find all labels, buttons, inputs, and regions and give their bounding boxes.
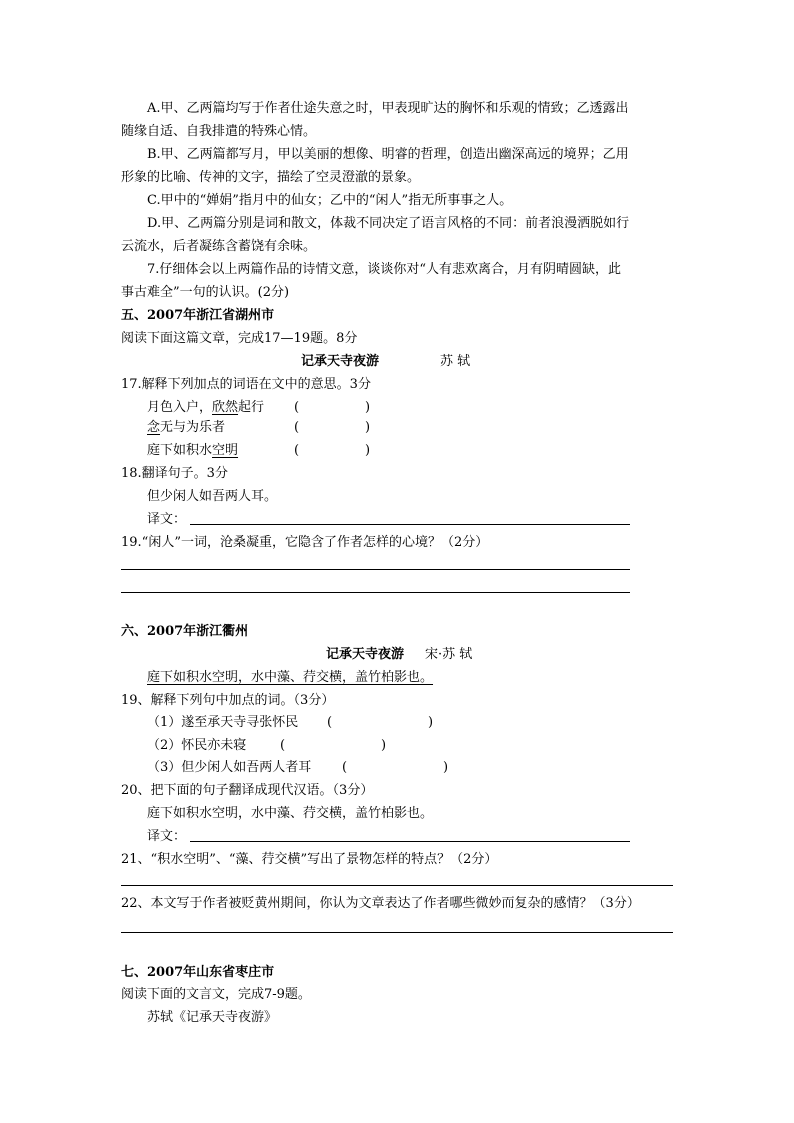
option-b-line2: 形象的比喻、传神的文字，描绘了空灵澄澈的景象。 [121, 170, 421, 185]
question-7-line1: 7.仔细体会以上两篇作品的诗情文意，谈谈你对“人有悲欢离合，月有阴晴圆缺，此 [147, 262, 622, 277]
section-7-heading: 七、2007年山东省枣庄市 [121, 965, 275, 980]
section-5-intro: 阅读下面这篇文章，完成17—19题。8分 [121, 331, 358, 346]
q17-item-2-paren-open: ( [294, 420, 300, 435]
q19b-item-3-paren-open: ( [342, 760, 348, 775]
q18-answer-line [190, 524, 630, 525]
q22-answer-line [121, 932, 673, 933]
q19-answer-line-2 [121, 592, 630, 593]
option-b-line1: B.甲、乙两篇都写月，甲以美丽的想像、明睿的哲理，创造出幽深高远的境界；乙用 [147, 147, 629, 162]
option-a-line2: 随缘自适、自我排遣的特殊心情。 [121, 124, 317, 139]
q19b-item-2-paren-open: ( [280, 738, 286, 753]
q19b-item-3-paren-close: ) [443, 760, 449, 775]
question-22: 22、本文写于作者被贬黄州期间，你认为文章表达了作者哪些微妙而复杂的感情？（3分） [121, 896, 640, 911]
question-18: 18.翻译句子。3分 [121, 466, 228, 481]
question-20-sentence: 庭下如积水空明，水中藻、荇交横，盖竹柏影也。 [147, 806, 434, 821]
question-20: 20、把下面的句子翻译成现代汉语。（3分） [121, 783, 374, 798]
q19b-item-2-paren-close: ) [381, 738, 387, 753]
section-7-title: 苏轼《记承天寺夜游》 [147, 1010, 278, 1025]
option-a-line1: A.甲、乙两篇均写于作者仕途失意之时，甲表现旷达的胸怀和乐观的情致；乙透露出 [147, 101, 629, 116]
section-5-title: 记承天寺夜游 [301, 354, 380, 369]
question-17: 17.解释下列加点的词语在文中的意思。3分 [121, 377, 371, 392]
q20-answer-line [190, 841, 630, 842]
question-18-sentence: 但少闲人如吾两人耳。 [147, 489, 278, 504]
q17-item-1: 月色入户，欣然起行 [147, 400, 265, 415]
section-6-heading: 六、2007年浙江衢州 [121, 624, 249, 639]
section-6-title: 记承天寺夜游 [326, 647, 405, 662]
q19b-item-1: （1）遂至承天寺寻张怀民 [147, 715, 299, 730]
option-c-line1: C.甲中的“婵娟”指月中的仙女；乙中的“闲人”指无所事事之人。 [147, 193, 513, 208]
q19b-item-2: （2）怀民亦未寝 [147, 738, 247, 753]
q17-item-3-paren-open: ( [294, 443, 300, 458]
section-6-author: 宋·苏 轼 [425, 647, 473, 662]
q17-item-3: 庭下如积水空明 [147, 443, 239, 458]
section-5-heading: 五、2007年浙江省湖州市 [121, 308, 275, 323]
q17-item-1-paren-open: ( [294, 400, 300, 415]
section-5-author: 苏 轼 [440, 354, 471, 369]
q18-translate-label: 译文： [147, 512, 187, 527]
q19-answer-line-1 [121, 569, 630, 570]
question-7-line2: 事古难全”一句的认识。(2分) [121, 285, 290, 300]
q19b-item-1-paren-close: ) [428, 715, 434, 730]
q17-item-1-paren-close: ) [365, 400, 371, 415]
q21-answer-line [121, 885, 673, 886]
q17-item-3-paren-close: ) [365, 443, 371, 458]
q20-translate-label: 译文： [147, 829, 187, 844]
q19b-item-1-paren-open: ( [327, 715, 333, 730]
option-d-line2: 云流水，后者凝练含蓄饶有余味。 [121, 239, 317, 254]
section-6-excerpt: 庭下如积水空明，水中藻、荇交横，盖竹柏影也。 [147, 670, 434, 685]
question-19: 19.“闲人”一词，沧桑凝重，它隐含了作者怎样的心境？（2分） [121, 535, 489, 550]
question-19b: 19、解释下列句中加点的词。（3分） [121, 693, 335, 708]
option-d-line1: D.甲、乙两篇分别是词和散文，体裁不同决定了语言风格的不同：前者浪漫洒脱如行 [147, 216, 630, 231]
q17-item-2-paren-close: ) [365, 420, 371, 435]
section-7-intro: 阅读下面的文言文，完成7-9题。 [121, 987, 311, 1002]
question-21: 21、“积水空明”、“藻、荇交横”写出了景物怎样的特点？（2分） [121, 852, 498, 867]
q19b-item-3: （3）但少闲人如吾两人者耳 [147, 760, 312, 775]
q17-item-2: 念无与为乐者 [147, 420, 226, 435]
